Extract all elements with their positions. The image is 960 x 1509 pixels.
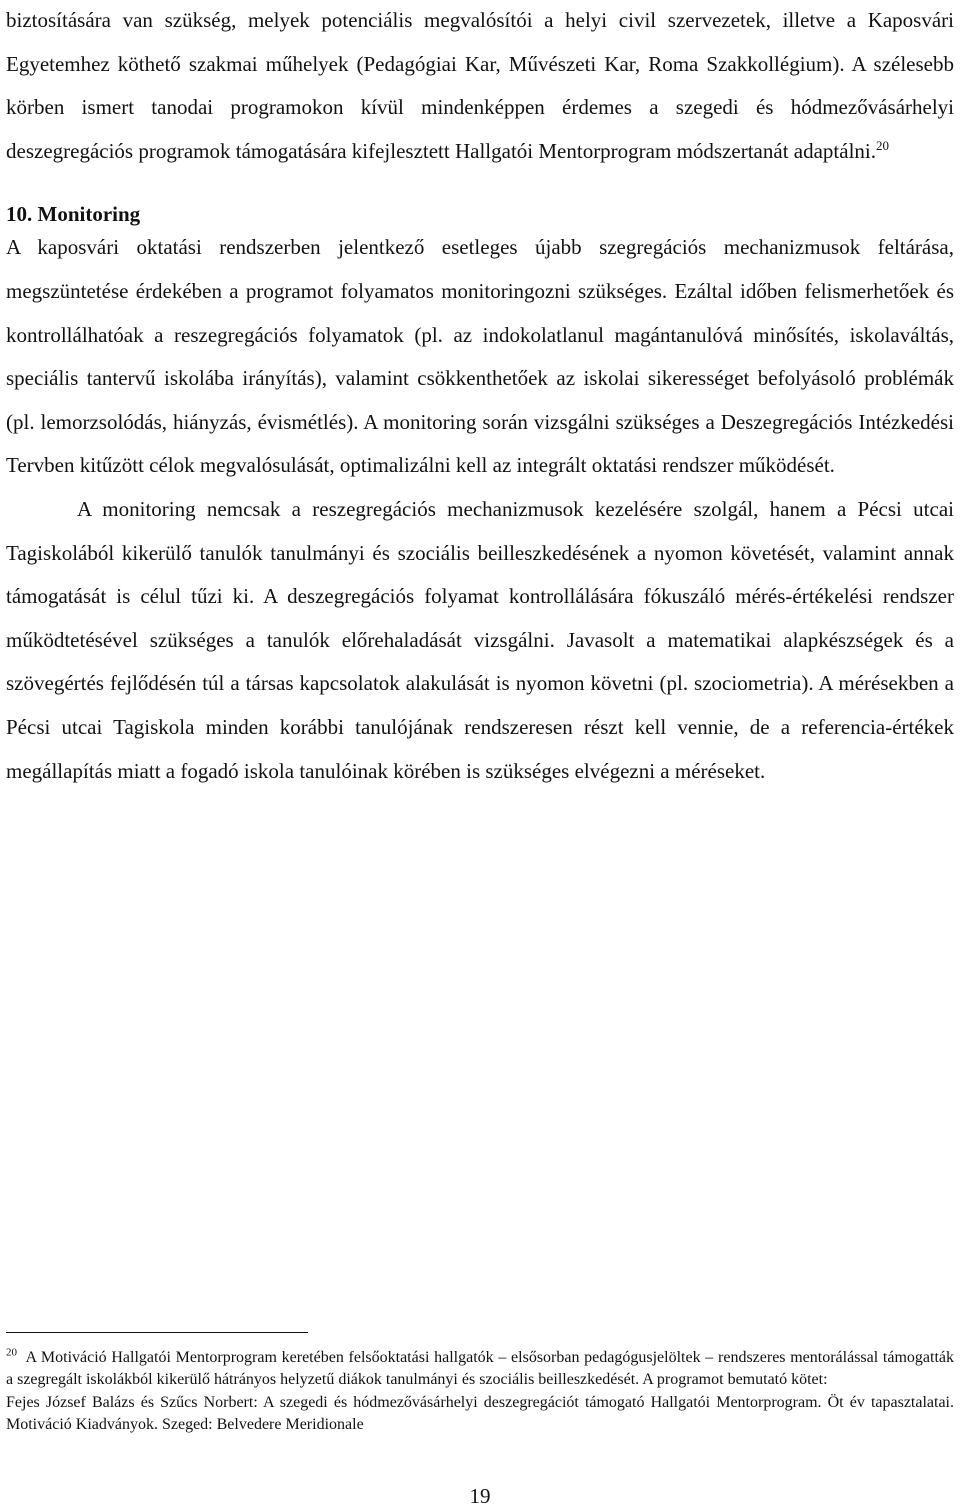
section-heading: 10. Monitoring	[6, 202, 141, 227]
footnote-separator	[6, 1332, 308, 1333]
paragraph-continuation-text: biztosítására van szükség, melyek potenciális megvalósítói a helyi civil szervezetek, illetve a Kaposvári Egyetemhez köthető szakmai műhelyek (Pedagógiai Kar, Művészeti Kar, Roma Szakkollégium). A szélesebb körben ismert tanodai programokon kívül mindenképpen érdemes a szegedi és hódmezővásárhelyi deszegregációs programok támogatására kifejlesztett Hallgatói Mentorprogram módszertanát adaptálni.	[6, 8, 954, 163]
footnote-area	[6, 1332, 954, 1436]
document-page	[6, 0, 954, 1509]
footnote-citation: Fejes József Balázs és Szűcs Norbert: A szegedi és hódmezővásárhelyi deszegregációt támogató Hallgatói Mentorprogram. Öt év tapasztalatai. Motiváció Kiadványok. Szeged: Belvedere Meridionale	[6, 1393, 954, 1433]
paragraph-continuation	[6, 0, 954, 173]
footnote-text	[6, 1347, 954, 1392]
footnote-text-1: A Motiváció Hallgatói Mentorprogram keretében felsőoktatási hallgatók – elsősorban pedagógusjelöltek – rendszeres mentorálással támogatták a szegregált iskolákból kikerülő hátrányos helyzetű diákok tanulmányi és szociális beilleszkedését. A programot bemutató kötet:	[6, 1349, 954, 1389]
footnote-reference: 20	[876, 137, 889, 153]
footnote-number: 20	[6, 1346, 17, 1359]
page-number: 19	[469, 1484, 491, 1508]
section-paragraph-1: A kaposvári oktatási rendszerben jelentkező esetleges újabb szegregációs mechanizmusok feltárása, megszüntetése érdekében a programot folyamatos monitoringozni szükséges. Ezáltal időben felismerhetőek és kontrollálhatóak a reszegregációs folyamatok (pl. az indokolatlanul magántanulóvá minősítés, iskolaváltás, speciális tantervű iskolába irányítás), valamint csökkenthetőek az iskolai sikerességet befolyásoló problémák (pl. lemorzsolódás, hiányzás, évismétlés). A monitoring során vizsgálni szükséges a Deszegregációs Intézkedési Tervben kitűzött célok megvalósulását, optimalizálni kell az integrált oktatási rendszer működését.	[6, 235, 954, 478]
section-paragraph-2: A monitoring nemcsak a reszegregációs mechanizmusok kezelésére szolgál, hanem a Pécsi utcai Tagiskolából kikerülő tanulók tanulmányi és szociális beilleszkedésének a nyomon követését, valamint annak támogatását is célul tűzi ki. A deszegregációs folyamat kontrollálására fókuszáló mérés-értékelési rendszer működtetésével szükséges a tanulók előrehaladását vizsgálni. Javasolt a matematikai alapkészségek és a szövegértés fejlődésén túl a társas kapcsolatok alakulását is nyomon követni (pl. szociometria). A mérésekben a Pécsi utcai Tagiskola minden korábbi tanulójának rendszeresen részt kell vennie, de a referencia-értékek megállapítás miatt a fogadó iskola tanulóinak körében is szükséges elvégezni a méréseket.	[6, 496, 954, 783]
